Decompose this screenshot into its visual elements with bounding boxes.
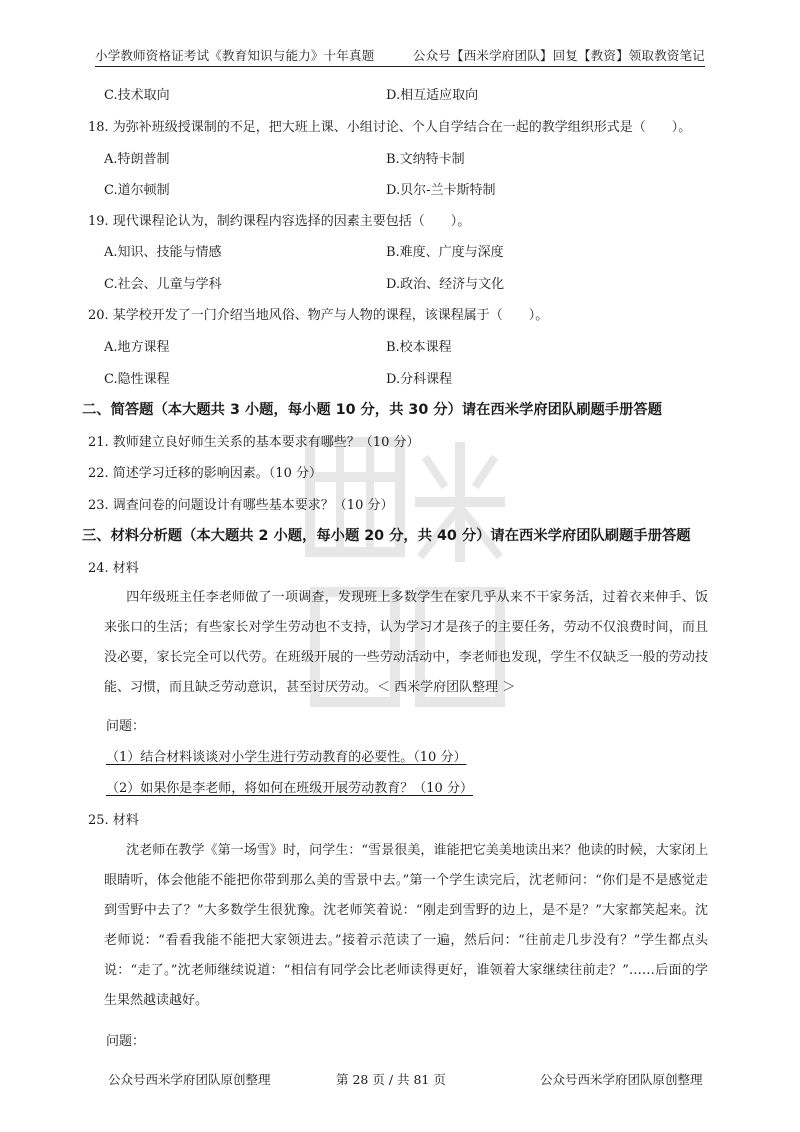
question-25-material bbox=[104, 836, 708, 1016]
question-20-option-a: A.地方课程 bbox=[104, 340, 170, 355]
header-left-text: 小学教师资格证考试《教育知识与能力》十年真题 bbox=[95, 48, 375, 63]
question-24-material-text: 四年级班主任李老师做了一项调查，发现班上多数学生在家几乎从来不干家务活，过着衣来伸手、饭来张口的生活；有些家长对学生劳动也不支持，认为学习才是孩子的主要任务，劳动不仅浪费时间，而且没必要，家长完全可以代劳。在班级开展的一些劳动活动中，李老师也发现，学生不仅缺乏一般的劳动技能、习惯，而且缺乏劳动意识，甚至讨厌劳动。＜ 西米学府团队整理 ＞ bbox=[104, 590, 708, 695]
section-2-heading: 二、简答题（本大题共 3 小题，每小题 10 分，共 30 分）请在西米学府团队刷题手册答题 bbox=[82, 402, 662, 418]
header-divider bbox=[95, 66, 705, 67]
question-19-stem: 19. 现代课程论认为，制约课程内容选择的因素主要包括（ ）。 bbox=[88, 214, 471, 229]
question-22: 22. 简述学习迁移的影响因素。（10 分） bbox=[88, 466, 322, 481]
prev-option-c: C.技术取向 bbox=[104, 88, 170, 103]
footer-left-text: 公众号西米学府团队原创整理 bbox=[108, 1072, 271, 1087]
question-24-label: 24. 材料 bbox=[88, 561, 139, 576]
question-21: 21. 教师建立良好师生关系的基本要求有哪些？（10 分） bbox=[88, 435, 420, 450]
footer-right-text: 公众号西米学府团队原创整理 bbox=[540, 1072, 703, 1087]
prev-option-d: D.相互适应取向 bbox=[386, 88, 479, 103]
question-24-sub-1: （1）结合材料谈谈对小学生进行劳动教育的必要性。（10 分） bbox=[106, 750, 467, 765]
question-19-option-a: A.知识、技能与情感 bbox=[104, 245, 222, 260]
question-18-option-c: C.道尔顿制 bbox=[104, 183, 170, 198]
page-header bbox=[95, 46, 705, 64]
question-19-option-c: C.社会、儿童与学科 bbox=[104, 277, 222, 292]
question-18-option-a: A.特朗普制 bbox=[104, 152, 170, 167]
question-18-option-d: D.贝尔-兰卡斯特制 bbox=[386, 183, 496, 198]
question-19-option-b: B.难度、广度与深度 bbox=[386, 245, 504, 260]
page-number: 第 28 页 / 共 81 页 bbox=[336, 1072, 446, 1087]
question-20-option-b: B.校本课程 bbox=[386, 340, 452, 355]
question-18-stem: 18. 为弥补班级授课制的不足，把大班上课、小组讨论、个人自学结合在一起的教学组织形式是（ ）。 bbox=[88, 120, 692, 135]
question-25-question-label: 问题： bbox=[106, 1034, 146, 1049]
question-19-option-d: D.政治、经济与文化 bbox=[386, 277, 505, 292]
question-24-sub-2: （2）如果你是李老师，将如何在班级开展劳动教育？（10 分） bbox=[106, 781, 473, 796]
question-25-label: 25. 材料 bbox=[88, 813, 139, 828]
header-right-text: 公众号【西米学府团队】回复【教资】领取教资笔记 bbox=[412, 48, 705, 63]
section-3-heading: 三、材料分析题（本大题共 2 小题，每小题 20 分，共 40 分）请在西米学府团队刷题手册答题 bbox=[82, 528, 691, 544]
question-20-option-d: D.分科课程 bbox=[386, 372, 453, 387]
question-24-question-label: 问题： bbox=[106, 719, 146, 734]
question-18-option-b: B.文纳特卡制 bbox=[386, 152, 465, 167]
question-23: 23. 调查问卷的问题设计有哪些基本要求？（10 分） bbox=[88, 498, 394, 513]
question-25-material-text: 沈老师在教学《第一场雪》时，问学生：“雪景很美，谁能把它美美地读出来？他读的时候，大家闭上眼睛听，体会他能不能把你带到那么美的雪景中去。”第一个学生读完后，沈老师问：“你们是不是感觉走到雪野中去了？”大多数学生很犹豫。沈老师笑着说：“刚走到雪野的边上，是不是？”大家都笑起来。沈老师说：“看看我能不能把大家领进去。”接着示范读了一遍，然后问：“往前走几步没有？”学生都点头说：“走了。”沈老师继续说道：“相信有同学会比老师读得更好，谁领着大家继续往前走？”……后面的学生果然越读越好。 bbox=[104, 843, 708, 1008]
question-24-material bbox=[104, 583, 708, 703]
question-20-option-c: C.隐性课程 bbox=[104, 372, 170, 387]
question-20-stem: 20. 某学校开发了一门介绍当地风俗、物产与人物的课程，该课程属于（ ）。 bbox=[88, 308, 549, 323]
